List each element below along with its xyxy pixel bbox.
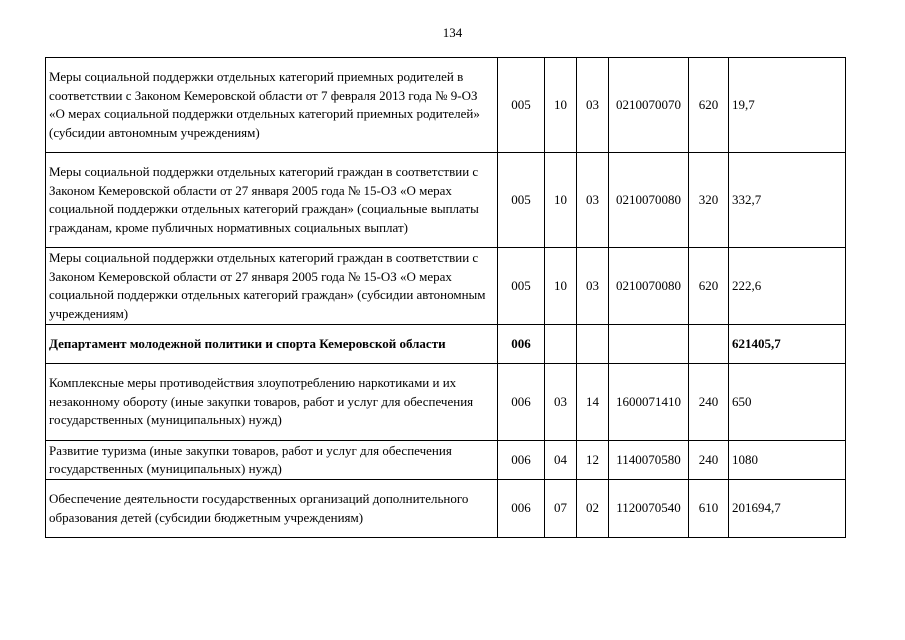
row-description: Меры социальной поддержки отдельных категорий граждан в соответствии с Законом Кемеровской области от 27 января 2005 года № 15-ОЗ «О мерах социальной поддержки отдельных категорий граждан» (социальные выплаты гражданам, кроме публичных нормативных социальных выплат) — [46, 153, 498, 248]
row-expense-type — [689, 325, 729, 364]
row-ministry-code: 006 — [498, 441, 545, 480]
row-target-article — [609, 325, 689, 364]
row-description: Меры социальной поддержки отдельных категорий приемных родителей в соответствии с Законом Кемеровской области от 7 февраля 2013 года № 9-ОЗ «О мерах социальной поддержки отдельных категорий приемных родителей» (субсидии автономным учреждениям) — [46, 58, 498, 153]
row-ministry-code: 005 — [498, 153, 545, 248]
row-target-article: 0210070070 — [609, 58, 689, 153]
row-target-article: 0210070080 — [609, 153, 689, 248]
row-amount: 332,7 — [729, 153, 846, 248]
row-section-code: 03 — [545, 364, 577, 441]
row-description: Меры социальной поддержки отдельных категорий граждан в соответствии с Законом Кемеровской области от 27 января 2005 года № 15-ОЗ «О мерах социальной поддержки отдельных категорий граждан» (субсидии автономным учреждениям) — [46, 248, 498, 325]
row-subsection-code: 14 — [577, 364, 609, 441]
row-target-article: 1600071410 — [609, 364, 689, 441]
row-subsection-code: 03 — [577, 58, 609, 153]
row-subsection-code: 12 — [577, 441, 609, 480]
table-row — [46, 248, 846, 325]
row-section-code: 07 — [545, 480, 577, 538]
table-row — [46, 364, 846, 441]
row-description: Обеспечение деятельности государственных организаций дополнительного образования детей (субсидии бюджетным учреждениям) — [46, 480, 498, 538]
row-target-article: 1120070540 — [609, 480, 689, 538]
table-row — [46, 58, 846, 153]
row-expense-type: 240 — [689, 441, 729, 480]
table-row — [46, 441, 846, 480]
table-row — [46, 153, 846, 248]
row-amount: 201694,7 — [729, 480, 846, 538]
row-section-code — [545, 325, 577, 364]
row-ministry-code: 005 — [498, 248, 545, 325]
row-ministry-code: 006 — [498, 325, 545, 364]
row-ministry-code: 006 — [498, 364, 545, 441]
table-row — [46, 480, 846, 538]
row-amount: 650 — [729, 364, 846, 441]
row-section-code: 10 — [545, 58, 577, 153]
row-section-code: 04 — [545, 441, 577, 480]
page-number: 134 — [442, 25, 463, 40]
row-subsection-code: 03 — [577, 248, 609, 325]
row-subsection-code — [577, 325, 609, 364]
row-target-article: 0210070080 — [609, 248, 689, 325]
department-name: Департамент молодежной политики и спорта Кемеровской области — [46, 325, 498, 364]
row-description: Развитие туризма (иные закупки товаров, работ и услуг для обеспечения государственных (муниципальных) нужд) — [46, 441, 498, 480]
row-target-article: 1140070580 — [609, 441, 689, 480]
row-expense-type: 610 — [689, 480, 729, 538]
row-ministry-code: 006 — [498, 480, 545, 538]
row-subsection-code: 03 — [577, 153, 609, 248]
row-subsection-code: 02 — [577, 480, 609, 538]
row-expense-type: 620 — [689, 248, 729, 325]
table-row-department — [46, 325, 846, 364]
row-expense-type: 320 — [689, 153, 729, 248]
row-amount: 222,6 — [729, 248, 846, 325]
row-section-code: 10 — [545, 153, 577, 248]
row-section-code: 10 — [545, 248, 577, 325]
row-description: Комплексные меры противодействия злоупотреблению наркотиками и их незаконному обороту (иные закупки товаров, работ и услуг для обеспечения государственных (муниципальных) нужд) — [46, 364, 498, 441]
row-expense-type: 240 — [689, 364, 729, 441]
row-amount: 1080 — [729, 441, 846, 480]
budget-table — [45, 57, 846, 538]
row-ministry-code: 005 — [498, 58, 545, 153]
row-amount: 621405,7 — [729, 325, 846, 364]
row-amount: 19,7 — [729, 58, 846, 153]
row-expense-type: 620 — [689, 58, 729, 153]
